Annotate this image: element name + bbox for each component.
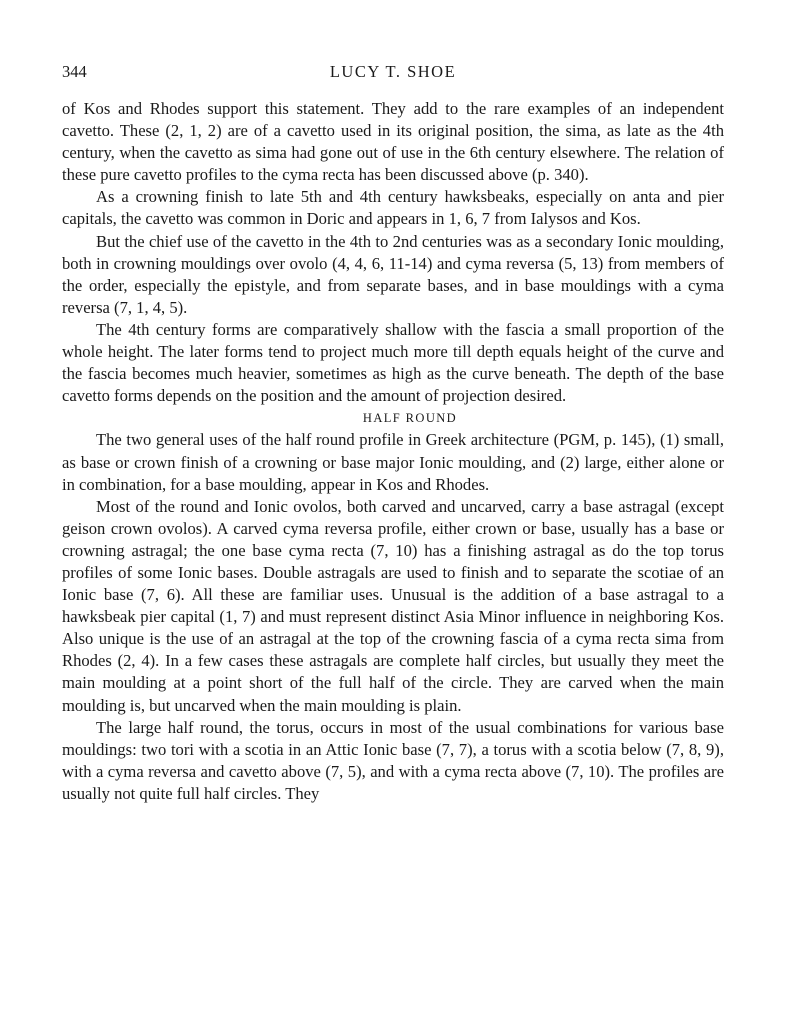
paragraph: The two general uses of the half round profile in Greek architecture (PGM, p. 145), (1) small, as base or crown finish of a crowning or base major Ionic moulding, and (2) large, either alone or in combination, for a base moulding, appear in Kos and Rhodes. <box>62 430 724 494</box>
running-head: LUCY T. SHOE <box>329 62 457 81</box>
paragraph: The 4th century forms are comparatively shallow with the fascia a small proportion of the whole height. The later forms tend to project much more till depth equals height of the curve and the fascia becomes much heavier, sometimes as high as the curve beneath. The depth of the base cavetto forms depends on the position and the amount of projection desired. <box>62 319 724 406</box>
body-text <box>62 98 724 805</box>
paragraph: Most of the round and Ionic ovolos, both carved and uncarved, carry a base astragal (except geison crown ovolos). A carved cyma reversa profile, either crown or base, usually has a base or crowning astragal; the one base cyma recta (7, 10) has a finishing astragal as do the top torus profiles of some Ionic bases. Double astragals are used to finish and to separate the scotiae of an Ionic base (7, 6). All these are familiar uses. Unusual is the addition of a base astragal to a hawksbeak pier capital (1, 7) and must represent distinct Asia Minor influence in neighboring Kos. Also unique is the use of an astragal at the top of the crowning fascia of a cyma recta sima from Rhodes (2, 4). In a few cases these astragals are complete half circles, but usually they meet the main moulding at a point short of the full half of the circle. They are carved when the main moulding is, but uncarved when the main moulding is plain. <box>62 496 724 715</box>
paragraph: But the chief use of the cavetto in the 4th to 2nd centuries was as a secondary Ionic moulding, both in crowning mouldings over ovolo (4, 4, 6, 11-14) and cyma reversa (5, 13) from members of the order, especially the epistyle, and from separate bases, and in base mouldings with a cyma reversa (7, 1, 4, 5). <box>62 231 724 317</box>
page-number: 344 <box>62 62 87 81</box>
paragraph: of Kos and Rhodes support this statement. They add to the rare examples of an independent cavetto. These (2, 1, 2) are of a cavetto used in its original position, the sima, as late as the 4th century, when the cavetto as sima had gone out of use in the 6th century elsewhere. The relation of these pure cavetto profiles to the cyma recta has been discussed above (p. 340). <box>62 99 724 185</box>
paragraph: The large half round, the torus, occurs in most of the usual combinations for various base mouldings: two tori with a scotia in an Attic Ionic base (7, 7), a torus with a scotia below (7, 8, 9), with a cyma reversa and cavetto above (7, 5), and with a cyma recta above (7, 10). The profiles are usually not quite full half circles. They <box>62 717 724 803</box>
page-header <box>62 62 724 84</box>
section-heading: HALF ROUND <box>362 411 458 426</box>
paragraph: As a crowning finish to late 5th and 4th century hawksbeaks, especially on anta and pier capitals, the cavetto was common in Doric and appears in 1, 6, 7 from Ialysos and Kos. <box>62 187 724 229</box>
